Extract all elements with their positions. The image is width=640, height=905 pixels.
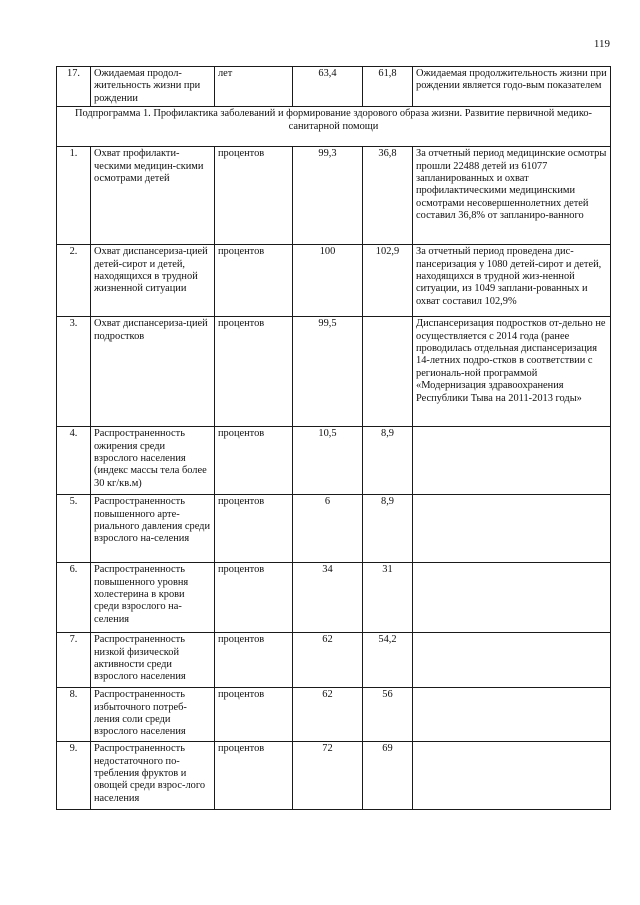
indicator-name: Распространенность низкой физической активности среди взрослого населения — [91, 633, 215, 688]
actual-value: 69 — [363, 742, 413, 810]
row-number: 4. — [57, 427, 91, 495]
comment: Ожидаемая продолжительность жизни при рождении является годо-вым показателем — [413, 67, 611, 107]
comment — [413, 633, 611, 688]
table-row — [57, 495, 611, 563]
indicator-name: Распространенность избыточного потреб-ления соли среди взрослого населения — [91, 688, 215, 742]
planned-value: 10,5 — [293, 427, 363, 495]
comment — [413, 427, 611, 495]
planned-value: 72 — [293, 742, 363, 810]
comment: Диспансеризация подростков от-дельно не осуществляется с 2014 года (ранее проводилась отдельная диспансеризация 14-летних подро-стков в соответствии с региональ-ной программой «Модернизация здравоохранения Республики Тыва на 2011-2013 годы» — [413, 317, 611, 427]
planned-value: 100 — [293, 245, 363, 317]
table-row — [57, 427, 611, 495]
actual-value: 56 — [363, 688, 413, 742]
comment: За отчетный период проведена дис-пансеризация у 1080 детей-сирот и детей, находящихся в трудной жиз-ненной ситуации, из 1049 заплани-рованных и охват составил 102,9% — [413, 245, 611, 317]
row-number: 7. — [57, 633, 91, 688]
table-row — [57, 245, 611, 317]
indicator-name: Охват диспансериза-цией подростков — [91, 317, 215, 427]
indicator-name: Охват диспансериза-цией детей-сирот и детей, находящихся в трудной жизненной ситуации — [91, 245, 215, 317]
table-row — [57, 742, 611, 810]
table-row — [57, 688, 611, 742]
actual-value: 102,9 — [363, 245, 413, 317]
planned-value: 99,5 — [293, 317, 363, 427]
actual-value: 8,9 — [363, 495, 413, 563]
unit: процентов — [215, 427, 293, 495]
indicator-name: Распространенность недостаточного по-требления фруктов и овощей среди взрос-лого населения — [91, 742, 215, 810]
comment: За отчетный период медицинские осмотры прошли 22488 детей из 61077 запланированных и охват профилактическими медицинскими осмотрами несовершеннолетних детей составил 36,8% от запланиро-ванного — [413, 147, 611, 245]
comment — [413, 563, 611, 633]
row-number: 17. — [57, 67, 91, 107]
comment — [413, 688, 611, 742]
unit: процентов — [215, 563, 293, 633]
unit: процентов — [215, 633, 293, 688]
row-number: 1. — [57, 147, 91, 245]
unit: процентов — [215, 147, 293, 245]
page-number: 119 — [593, 38, 610, 50]
planned-value: 62 — [293, 688, 363, 742]
unit: процентов — [215, 495, 293, 563]
table-row — [57, 563, 611, 633]
planned-value: 6 — [293, 495, 363, 563]
planned-value: 99,3 — [293, 147, 363, 245]
actual-value: 36,8 — [363, 147, 413, 245]
row-number: 3. — [57, 317, 91, 427]
planned-value: 62 — [293, 633, 363, 688]
actual-value: 8,9 — [363, 427, 413, 495]
planned-value: 63,4 — [293, 67, 363, 107]
unit: процентов — [215, 742, 293, 810]
planned-value: 34 — [293, 563, 363, 633]
row-number: 2. — [57, 245, 91, 317]
actual-value — [363, 317, 413, 427]
comment — [413, 495, 611, 563]
actual-value: 61,8 — [363, 67, 413, 107]
comment — [413, 742, 611, 810]
actual-value: 54,2 — [363, 633, 413, 688]
table-row — [57, 317, 611, 427]
indicator-name: Охват профилакти-ческими медицин-скими осмотрами детей — [91, 147, 215, 245]
table-row — [57, 147, 611, 245]
unit: лет — [215, 67, 293, 107]
indicator-name: Ожидаемая продол-жительность жизни при рождении — [91, 67, 215, 107]
row-number: 6. — [57, 563, 91, 633]
unit: процентов — [215, 317, 293, 427]
subprogram-row — [57, 107, 611, 147]
table-row — [57, 67, 611, 107]
row-number: 5. — [57, 495, 91, 563]
subprogram-heading: Подпрограмма 1. Профилактика заболеваний и формирование здорового образа жизни. Развитие первичной медико-санитарной помощи — [57, 107, 611, 147]
indicator-name: Распространенность повышенного уровня холестерина в крови среди взрослого на-селения — [91, 563, 215, 633]
row-number: 9. — [57, 742, 91, 810]
unit: процентов — [215, 245, 293, 317]
table-row — [57, 633, 611, 688]
indicator-name: Распространенность ожирения среди взрослого населения (индекс массы тела более 30 кг/кв.м) — [91, 427, 215, 495]
indicators-table — [56, 66, 611, 810]
indicator-name: Распространенность повышенного арте-риального давления среди взрослого на-селения — [91, 495, 215, 563]
actual-value: 31 — [363, 563, 413, 633]
row-number: 8. — [57, 688, 91, 742]
unit: процентов — [215, 688, 293, 742]
